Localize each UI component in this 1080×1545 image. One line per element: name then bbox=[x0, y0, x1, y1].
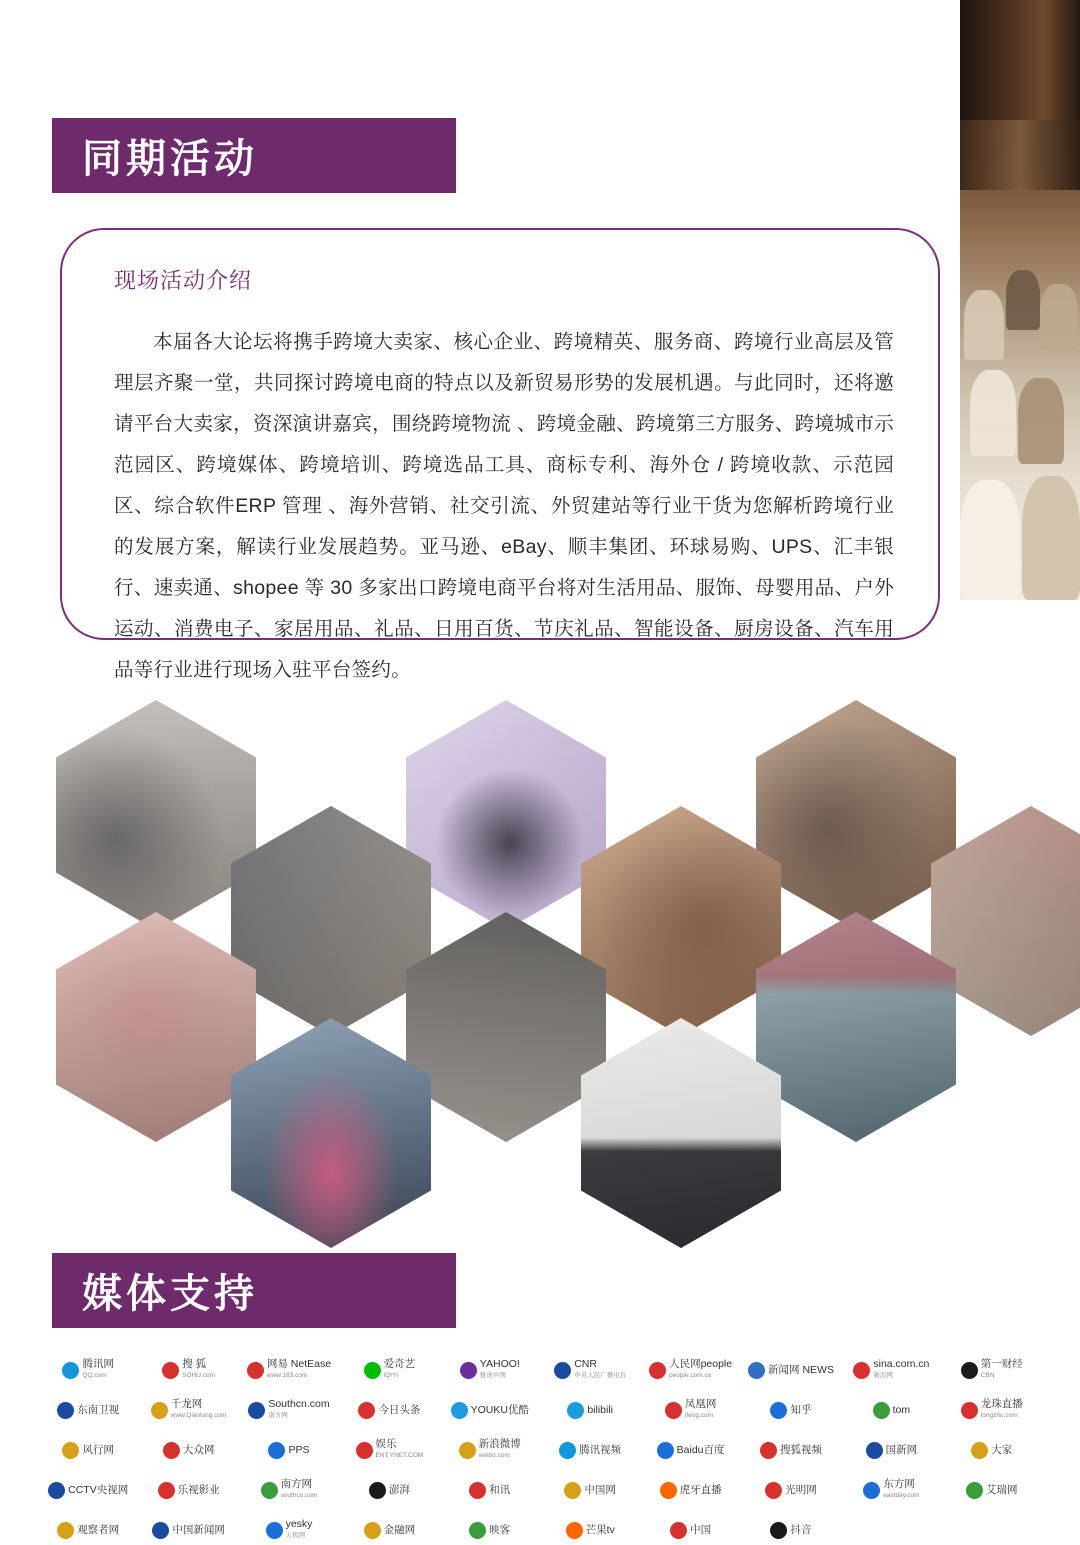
southcn-icon bbox=[248, 1402, 265, 1419]
media-logo-label: CNR 中央人民广播电台 bbox=[574, 1358, 627, 1379]
media-logo-hexun bbox=[442, 1475, 538, 1505]
eastday-icon bbox=[863, 1482, 880, 1499]
yesky-icon bbox=[266, 1522, 283, 1539]
media-logo-label: yesky 天极网 bbox=[285, 1518, 313, 1539]
south-cn2-icon bbox=[261, 1482, 278, 1499]
media-logo-dafen-video bbox=[140, 1435, 236, 1465]
media-logo-label: 新闻网 NEWS bbox=[768, 1363, 834, 1376]
media-logo-aiwang bbox=[944, 1475, 1040, 1505]
tom-icon bbox=[873, 1402, 890, 1419]
media-logo-huya-live bbox=[642, 1475, 738, 1505]
media-logo-sublabel: eastday.com bbox=[883, 1492, 920, 1499]
media-logo-label: 腾讯网 QQ.com bbox=[82, 1358, 114, 1379]
media-logo-sohu-video bbox=[743, 1435, 839, 1465]
media-logo-sublabel: weibo.com bbox=[478, 1452, 510, 1459]
media-logo-diyi-caijing bbox=[944, 1355, 1040, 1385]
yingke-icon bbox=[469, 1522, 486, 1539]
media-logo-label: 东方网 eastday.com bbox=[883, 1478, 920, 1499]
media-logo-label: 风行网 bbox=[82, 1443, 114, 1456]
media-logo-label: 中国 bbox=[690, 1523, 712, 1536]
media-logo-label: 龙珠直播 longzhu.com bbox=[980, 1398, 1023, 1419]
photo-speaker-presentation bbox=[406, 700, 606, 930]
media-logo-label: 东南卫视 bbox=[77, 1403, 120, 1416]
media-logo-guancha bbox=[40, 1515, 136, 1545]
photo-visitors-booth bbox=[581, 806, 781, 1036]
media-logo-sublabel: ifeng.com bbox=[684, 1412, 714, 1419]
media-logo-eastday bbox=[843, 1475, 939, 1505]
media-logo-sohu bbox=[140, 1355, 236, 1385]
ynet-yule-icon bbox=[356, 1442, 373, 1459]
media-logo-sublabel: QQ.com bbox=[82, 1372, 107, 1379]
media-logo-label: 凤凰网 ifeng.com bbox=[684, 1398, 717, 1419]
people-icon bbox=[649, 1362, 666, 1379]
media-logo-sublabel: iQIYI bbox=[383, 1372, 399, 1379]
media-logo-label: sina.com.cn 新浪网 bbox=[873, 1358, 930, 1379]
netease-icon bbox=[247, 1362, 264, 1379]
media-logo-leshi bbox=[140, 1475, 236, 1505]
media-logo-sublabel: southcn.com bbox=[280, 1492, 318, 1499]
photo-mosaic bbox=[40, 678, 1000, 1218]
dongnan-tv-icon bbox=[57, 1402, 74, 1419]
media-logo-sina-weibo-news bbox=[442, 1435, 538, 1465]
media-logo-guangming bbox=[743, 1475, 839, 1505]
media-logo-netease bbox=[241, 1355, 337, 1385]
douyin-icon bbox=[770, 1522, 787, 1539]
section-title-activities: 同期活动 bbox=[82, 137, 258, 181]
media-logo-sublabel: longzhu.com bbox=[980, 1412, 1018, 1419]
media-logo-label: 光明网 bbox=[785, 1483, 817, 1496]
photo-band-ceiling bbox=[960, 0, 1080, 120]
thepaper-icon bbox=[369, 1482, 386, 1499]
toutiao-icon bbox=[358, 1402, 375, 1419]
media-logo-label: 知乎 bbox=[790, 1403, 812, 1416]
media-logo-chinanews bbox=[140, 1515, 236, 1545]
sina-weibo-news-icon bbox=[459, 1442, 476, 1459]
media-logo-label: 新浪微博 weibo.com bbox=[478, 1438, 521, 1459]
card-body-text: 本届各大论坛将携手跨境大卖家、核心企业、跨境精英、服务商、跨境行业高层及管理层齐聚一堂，共同探讨跨境电商的特点以及新贸易形势的发展机遇。与此同时，还将邀请平台大卖家，资深演讲嘉宾，围绕跨境物流 、跨境金融、跨境第三方服务、跨境城市示范园区、跨境媒体、跨境培训、跨境选品工具、商标专利、海外仓 / 跨境收款、示范园区、综合软件ERP 管理 、海外营销、社交引流、外贸建站等行业干货为您解析跨境行业的发展方案，解读行业发展趋势。亚马逊、eBay、顺丰集团、环球易购、UPS、汇丰银行、速卖通、shopee 等 30 多家出口跨境电商平台将对生活用品、服饰、母婴用品、户外运动、消费电子、家居用品、礼品、日用百货、节庆礼品、智能设备、厨房设备、汽车用品等行业进行现场入驻平台签约。 bbox=[114, 331, 894, 681]
media-logo-dajia bbox=[944, 1435, 1040, 1465]
media-logo-ifeng bbox=[642, 1395, 738, 1425]
media-logo-southcn bbox=[241, 1395, 337, 1425]
photo-conference-stage bbox=[581, 1018, 781, 1248]
photo-roundtable-meeting bbox=[406, 912, 606, 1142]
media-logo-mango-tv bbox=[542, 1515, 638, 1545]
media-logo-people bbox=[642, 1355, 738, 1385]
section-banner-media bbox=[52, 1253, 456, 1328]
media-logo-sublabel: 中央人民广播电台 bbox=[574, 1372, 627, 1379]
media-logo-zhongguowang bbox=[542, 1475, 638, 1505]
media-logo-zhihu bbox=[743, 1395, 839, 1425]
media-logo-label: 网易 NetEase www.163.com bbox=[266, 1358, 332, 1379]
media-logo-label: 千龙网 www.Qianlong.com bbox=[170, 1398, 227, 1419]
media-logo-label: YOUKU优酷 bbox=[470, 1403, 529, 1416]
media-logo-label: PPS bbox=[288, 1443, 310, 1456]
media-logo-sublabel: people.com.cn bbox=[669, 1372, 712, 1379]
longzhu-live-icon bbox=[961, 1402, 978, 1419]
media-logo-label: 中国网 bbox=[584, 1483, 616, 1496]
media-logo-sublabel: ENT.YNET.COM bbox=[375, 1452, 424, 1459]
media-logo-label: 乐视影业 bbox=[177, 1483, 220, 1496]
media-logo-zhongguo bbox=[642, 1515, 738, 1545]
section-title-media: 媒体支持 bbox=[82, 1272, 258, 1316]
photo-booth-interview bbox=[56, 700, 256, 930]
media-logo-pps bbox=[241, 1435, 337, 1465]
media-logo-toutiao bbox=[341, 1395, 437, 1425]
photo-writing-attendees bbox=[56, 912, 256, 1142]
jinrong-icon bbox=[364, 1522, 381, 1539]
media-logo-label: 搜狐视频 bbox=[779, 1443, 822, 1456]
photo-female-speaker bbox=[231, 1018, 431, 1248]
iqiyi-icon bbox=[364, 1362, 381, 1379]
youku-icon bbox=[451, 1402, 468, 1419]
media-logo-fengxingwang bbox=[40, 1435, 136, 1465]
media-logo-sublabel: www.Qianlong.com bbox=[170, 1412, 227, 1419]
activity-intro-card bbox=[60, 228, 940, 681]
ifeng-icon bbox=[665, 1402, 682, 1419]
media-logo-label: 虎牙直播 bbox=[679, 1483, 722, 1496]
media-logo-thepaper bbox=[341, 1475, 437, 1505]
media-logo-label: Baidu百度 bbox=[676, 1443, 725, 1456]
media-logo-sublabel: 雅虎中国 bbox=[479, 1372, 506, 1379]
fengxingwang-icon bbox=[62, 1442, 79, 1459]
media-logo-label: 腾讯视频 bbox=[579, 1443, 622, 1456]
pps-icon bbox=[268, 1442, 285, 1459]
section-banner-activities bbox=[52, 118, 456, 193]
diyi-caijing-icon bbox=[961, 1362, 978, 1379]
media-logo-south-cn2 bbox=[241, 1475, 337, 1505]
zhongguowang-icon bbox=[564, 1482, 581, 1499]
zhongguo-icon bbox=[670, 1522, 687, 1539]
media-logo-dongnan-tv bbox=[40, 1395, 136, 1425]
tencent-video-icon bbox=[559, 1442, 576, 1459]
media-logo-label: 人民网people people.com.cn bbox=[669, 1358, 733, 1379]
media-logo-sublabel: 天极网 bbox=[285, 1532, 306, 1539]
media-logo-cnr bbox=[542, 1355, 638, 1385]
media-logo-label: 今日头条 bbox=[378, 1403, 421, 1416]
media-logo-sublabel: 南方网 bbox=[268, 1412, 288, 1419]
media-logo-guoxin bbox=[843, 1435, 939, 1465]
photo-audience-figures bbox=[960, 250, 1080, 600]
photo-hall-banner bbox=[756, 912, 956, 1142]
media-logo-label: 娱乐 ENT.YNET.COM bbox=[375, 1438, 424, 1459]
guangming-icon bbox=[765, 1482, 782, 1499]
sohu-icon bbox=[162, 1362, 179, 1379]
media-logo-yingke bbox=[442, 1515, 538, 1545]
conference-audience-photo bbox=[960, 0, 1080, 600]
chinanews-icon bbox=[152, 1522, 169, 1539]
media-logo-qianlong bbox=[140, 1395, 236, 1425]
huya-live-icon bbox=[660, 1482, 677, 1499]
card-title: 现场活动介绍 bbox=[114, 268, 253, 293]
photo-registration-desk bbox=[756, 700, 956, 930]
bilibili-icon bbox=[567, 1402, 584, 1419]
guancha-icon bbox=[57, 1522, 74, 1539]
media-logo-label: 国新网 bbox=[885, 1443, 918, 1456]
media-logo-tencent-video bbox=[542, 1435, 638, 1465]
media-logo-baidu bbox=[642, 1435, 738, 1465]
baidu-icon bbox=[657, 1442, 674, 1459]
cctv-icon bbox=[48, 1482, 65, 1499]
media-logo-label: 芒果tv bbox=[585, 1523, 615, 1536]
media-logo-label: 大众网 bbox=[182, 1443, 215, 1456]
media-logo-bilibili bbox=[542, 1395, 638, 1425]
media-logo-ynet-yule bbox=[341, 1435, 437, 1465]
media-logo-label: tom bbox=[892, 1403, 911, 1416]
media-logo-label: bilibili bbox=[587, 1403, 614, 1416]
tencent-qq-icon bbox=[62, 1362, 79, 1379]
media-logo-label: 金融网 bbox=[383, 1523, 416, 1536]
media-logo-youku bbox=[442, 1395, 538, 1425]
media-logo-label: 艾瑞网 bbox=[986, 1483, 1018, 1496]
mango-tv-icon bbox=[566, 1522, 583, 1539]
media-logo-tencent-qq bbox=[40, 1355, 136, 1385]
media-logo-sublabel: www.163.com bbox=[266, 1372, 308, 1379]
media-logo-label: 澎湃 bbox=[388, 1483, 410, 1496]
hexun-icon bbox=[469, 1482, 486, 1499]
yahoo-icon bbox=[460, 1362, 477, 1379]
qianlong-icon bbox=[151, 1402, 168, 1419]
media-logo-label: 南方网 southcn.com bbox=[280, 1478, 318, 1499]
leshi-icon bbox=[158, 1482, 175, 1499]
media-logo-label: 映客 bbox=[489, 1523, 511, 1536]
photo-band-wall bbox=[960, 120, 1080, 190]
media-logo-douyin bbox=[743, 1515, 839, 1545]
media-logo-grid bbox=[40, 1355, 1040, 1545]
media-logo-label: CCTV央视网 bbox=[68, 1483, 129, 1496]
media-logo-jinrong bbox=[341, 1515, 437, 1545]
media-logo-label: YAHOO! 雅虎中国 bbox=[479, 1358, 520, 1379]
media-logo-label: 大家 bbox=[991, 1443, 1013, 1456]
media-logo-label: 中国新闻网 bbox=[172, 1523, 225, 1536]
dajia-icon bbox=[971, 1442, 988, 1459]
media-logo-label: 爱奇艺 iQIYI bbox=[383, 1358, 416, 1379]
sohu-video-icon bbox=[760, 1442, 777, 1459]
media-logo-cctv bbox=[40, 1475, 136, 1505]
xinhua-news-icon bbox=[748, 1362, 765, 1379]
media-logo-sublabel: 新浪网 bbox=[873, 1372, 893, 1379]
aiwang-icon bbox=[966, 1482, 983, 1499]
photo-exhibition-aisle bbox=[231, 806, 431, 1036]
sina-icon bbox=[853, 1362, 870, 1379]
media-logo-label: 搜 狐 SOHU.com bbox=[182, 1358, 216, 1379]
media-logo-label: 和讯 bbox=[489, 1483, 511, 1496]
dafen-video-icon bbox=[163, 1442, 180, 1459]
media-logo-sublabel: CBN bbox=[980, 1372, 995, 1379]
media-logo-xinhua-news bbox=[743, 1355, 839, 1385]
media-logo-yesky bbox=[241, 1515, 337, 1545]
media-logo-label: 观察者网 bbox=[77, 1523, 120, 1536]
media-logo-longzhu-live bbox=[944, 1395, 1040, 1425]
media-logo-iqiyi bbox=[341, 1355, 437, 1385]
media-logo-label: 抖音 bbox=[790, 1523, 812, 1536]
zhihu-icon bbox=[770, 1402, 787, 1419]
media-logo-yahoo bbox=[442, 1355, 538, 1385]
guoxin-icon bbox=[866, 1442, 883, 1459]
media-logo-tom bbox=[843, 1395, 939, 1425]
media-logo-label: 第一财经 CBN bbox=[980, 1358, 1023, 1379]
cnr-icon bbox=[554, 1362, 571, 1379]
media-logo-label: Southcn.com 南方网 bbox=[268, 1398, 330, 1419]
media-logo-sina bbox=[843, 1355, 939, 1385]
media-logo-sublabel: SOHU.com bbox=[182, 1372, 216, 1379]
